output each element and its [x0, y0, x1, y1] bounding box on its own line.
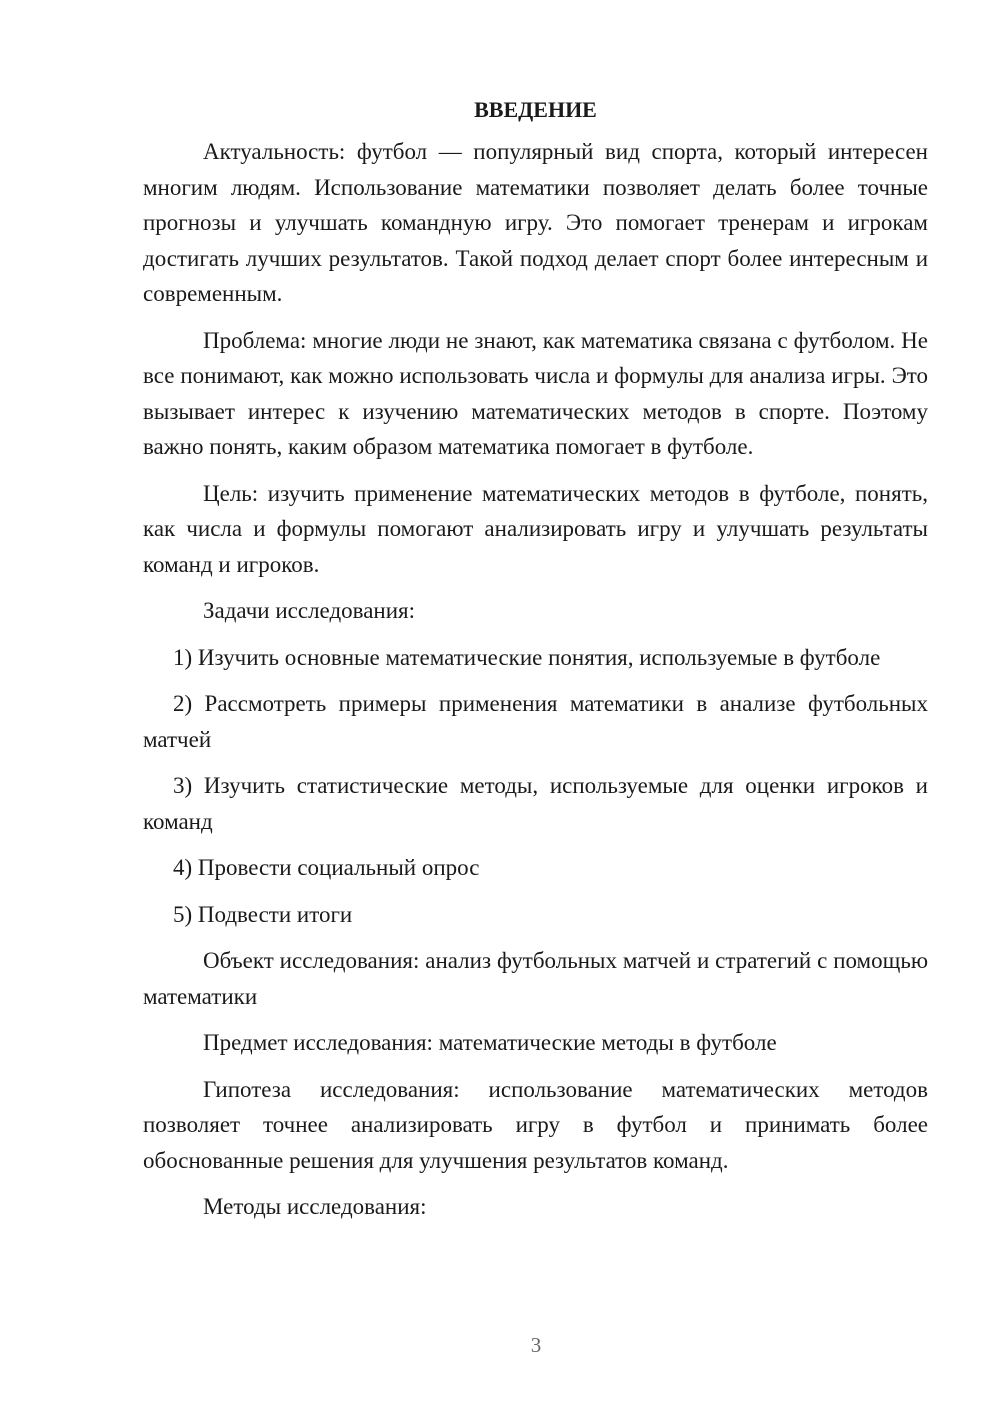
- problem-paragraph: Проблема: многие люди не знают, как математика связана с футболом. Не все понимают, как можно использовать числа и формулы для анализа игры. Это вызывает интерес к изучению математических методов в спорте. Поэтому важно понять, каким образом математика помогает в футболе.: [143, 327, 928, 459]
- task-item-1: 1) Изучить основные математические понятия, используемые в футболе: [173, 644, 881, 670]
- subject-paragraph: Предмет исследования: математические методы в футболе: [203, 1030, 777, 1055]
- task-item-3: 3) Изучить статистические методы, используемые для оценки игроков и команд: [143, 773, 928, 834]
- task-item-2: 2) Рассмотреть примеры применения математики в анализе футбольных матчей: [143, 691, 928, 752]
- page-content: [143, 95, 928, 1236]
- task-item-4: 4) Провести социальный опрос: [173, 855, 480, 880]
- methods-heading: Методы исследования:: [203, 1194, 427, 1219]
- hypothesis-paragraph: Гипотеза исследования: использование математических методов позволяет точнее анализировать игру в футбол и принимать более обоснованные решения для улучшения результатов команд.: [143, 1076, 928, 1173]
- page-number: 3: [530, 1333, 542, 1357]
- tasks-heading: Задачи исследования:: [203, 598, 416, 623]
- task-item-5: 5) Подвести итоги: [173, 901, 353, 927]
- relevance-paragraph: Актуальность: футбол — популярный вид спорта, который интересен многим людям. Использование математики позволяет делать более точные прогнозы и улучшать командную игру. Это помогает тренерам и игрокам достигать лучших результатов. Такой подход делает спорт более интересным и современным.: [143, 139, 928, 306]
- section-title: ВВЕДЕНИЕ: [474, 97, 597, 122]
- goal-paragraph: Цель: изучить применение математических методов в футболе, понять, как числа и формулы помогают анализировать игру и улучшать результаты команд и игроков.: [143, 480, 928, 577]
- object-paragraph: Объект исследования: анализ футбольных матчей и стратегий с помощью математики: [143, 948, 928, 1009]
